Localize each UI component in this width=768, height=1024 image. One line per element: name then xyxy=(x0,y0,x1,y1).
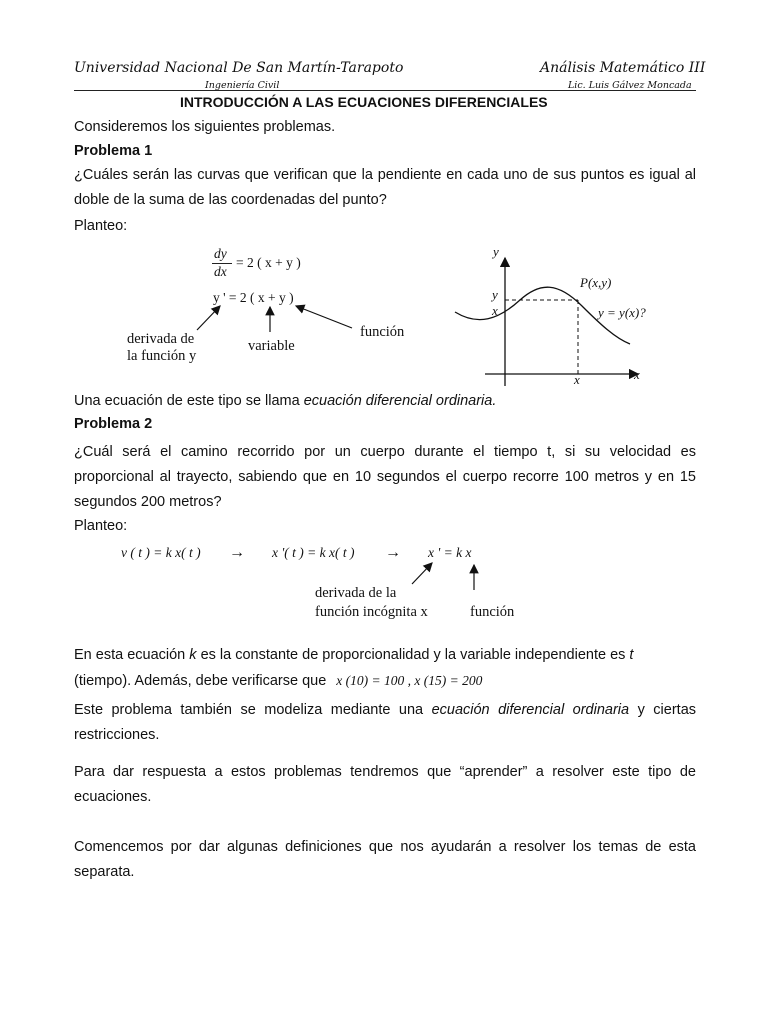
para2-term: ecuación diferencial ordinaria xyxy=(431,702,630,718)
arrow-funcion xyxy=(296,306,352,328)
ann2-derivada-1: derivada de la xyxy=(315,585,397,601)
solution-curve xyxy=(455,287,630,344)
eq-a: v ( t ) = k x( t ) xyxy=(121,545,201,560)
header-author: Lic. Luis Gálvez Moncada xyxy=(568,80,692,91)
conclusion-pre: Una ecuación de este tipo se llama xyxy=(74,393,300,409)
eq1-denominator: dx xyxy=(214,264,227,279)
para1-k: k xyxy=(189,647,197,663)
curve-label: y = y(x)? xyxy=(598,305,646,320)
para1-cond: x (10) = 100 , x (15) = 200 xyxy=(336,673,483,688)
ann-derivada-2: la función y xyxy=(127,348,197,364)
problem1-conclusion xyxy=(74,393,496,409)
para1-a: En esta ecuación xyxy=(74,647,186,663)
conclusion-term: ecuación diferencial ordinaria. xyxy=(303,393,497,409)
arrow-1: → xyxy=(229,544,245,561)
y-tick-x: x xyxy=(492,303,498,318)
problem1-heading: Problema 1 xyxy=(74,143,153,159)
problem1-planteo: Planteo: xyxy=(74,218,128,234)
para1-t: t xyxy=(629,647,634,663)
intro-text: Consideremos los siguientes problemas. xyxy=(74,119,336,135)
para2-a: Este problema también se modeliza mediante una xyxy=(74,702,424,718)
ann-funcion-1: función xyxy=(360,324,405,340)
x-axis-label: x xyxy=(634,367,640,382)
eq-b: x '( t ) = k x( t ) xyxy=(272,545,355,560)
header-program: Ingeniería Civil xyxy=(205,80,280,91)
ann-variable: variable xyxy=(248,338,295,354)
eq1-rhs: = 2 ( x + y ) xyxy=(236,255,301,270)
closing-2: Comencemos por dar algunas definiciones que nos ayudarán a resolver los temas de esta separata. xyxy=(74,839,696,880)
problem2-para1-line1 xyxy=(74,647,696,663)
para1-c: (tiempo). Además, debe verificarse que xyxy=(74,673,327,689)
problem2-para2 xyxy=(74,698,696,748)
y-tick-y: y xyxy=(492,287,498,302)
ann-derivada-1: derivada de xyxy=(127,331,195,347)
eq1-numerator: dy xyxy=(214,246,227,261)
para2-b: y ciertas restricciones. xyxy=(74,702,697,743)
header-course: Análisis Matemático III xyxy=(540,60,706,76)
para1-b: es la constante de proporcionalidad y la variable independiente es xyxy=(200,647,626,663)
eq-c: x ' = k x xyxy=(428,545,472,560)
problem1-question: ¿Cuáles serán las curvas que verifican que la pendiente en cada uno de sus puntos es igual al doble de la suma de las coordenadas del punto? xyxy=(74,167,696,208)
problem2-question: ¿Cuál será el camino recorrido por un cuerpo durante el tiempo t, si su velocidad es proporcional al trayecto, sabiendo que en 10 segundos el cuerpo recorre 100 metros y en 15 segundos 200 metros? xyxy=(74,444,696,510)
arrow-derivada xyxy=(197,306,220,330)
point-label: P(x,y) xyxy=(580,275,612,290)
header-university: Universidad Nacional De San Martín-Tarapoto xyxy=(74,60,404,76)
ann2-derivada-2: función incógnita x xyxy=(315,604,428,620)
problem2-para1-line2 xyxy=(74,673,482,689)
closing-1: Para dar respuesta a estos problemas tendremos que “aprender” a resolver este tipo de ecuaciones. xyxy=(74,764,696,805)
arrow2-derivada xyxy=(412,563,432,584)
problem2-planteo: Planteo: xyxy=(74,518,128,534)
x-tick-x: x xyxy=(574,372,580,387)
problem2-heading: Problema 2 xyxy=(74,416,153,432)
eq2: y ' = 2 ( x + y ) xyxy=(213,290,294,305)
ann2-funcion: función xyxy=(470,604,515,620)
page-title: INTRODUCCIÓN A LAS ECUACIONES DIFERENCIALES xyxy=(180,94,548,110)
arrow-2: → xyxy=(385,544,401,561)
y-axis-label: y xyxy=(493,244,499,259)
